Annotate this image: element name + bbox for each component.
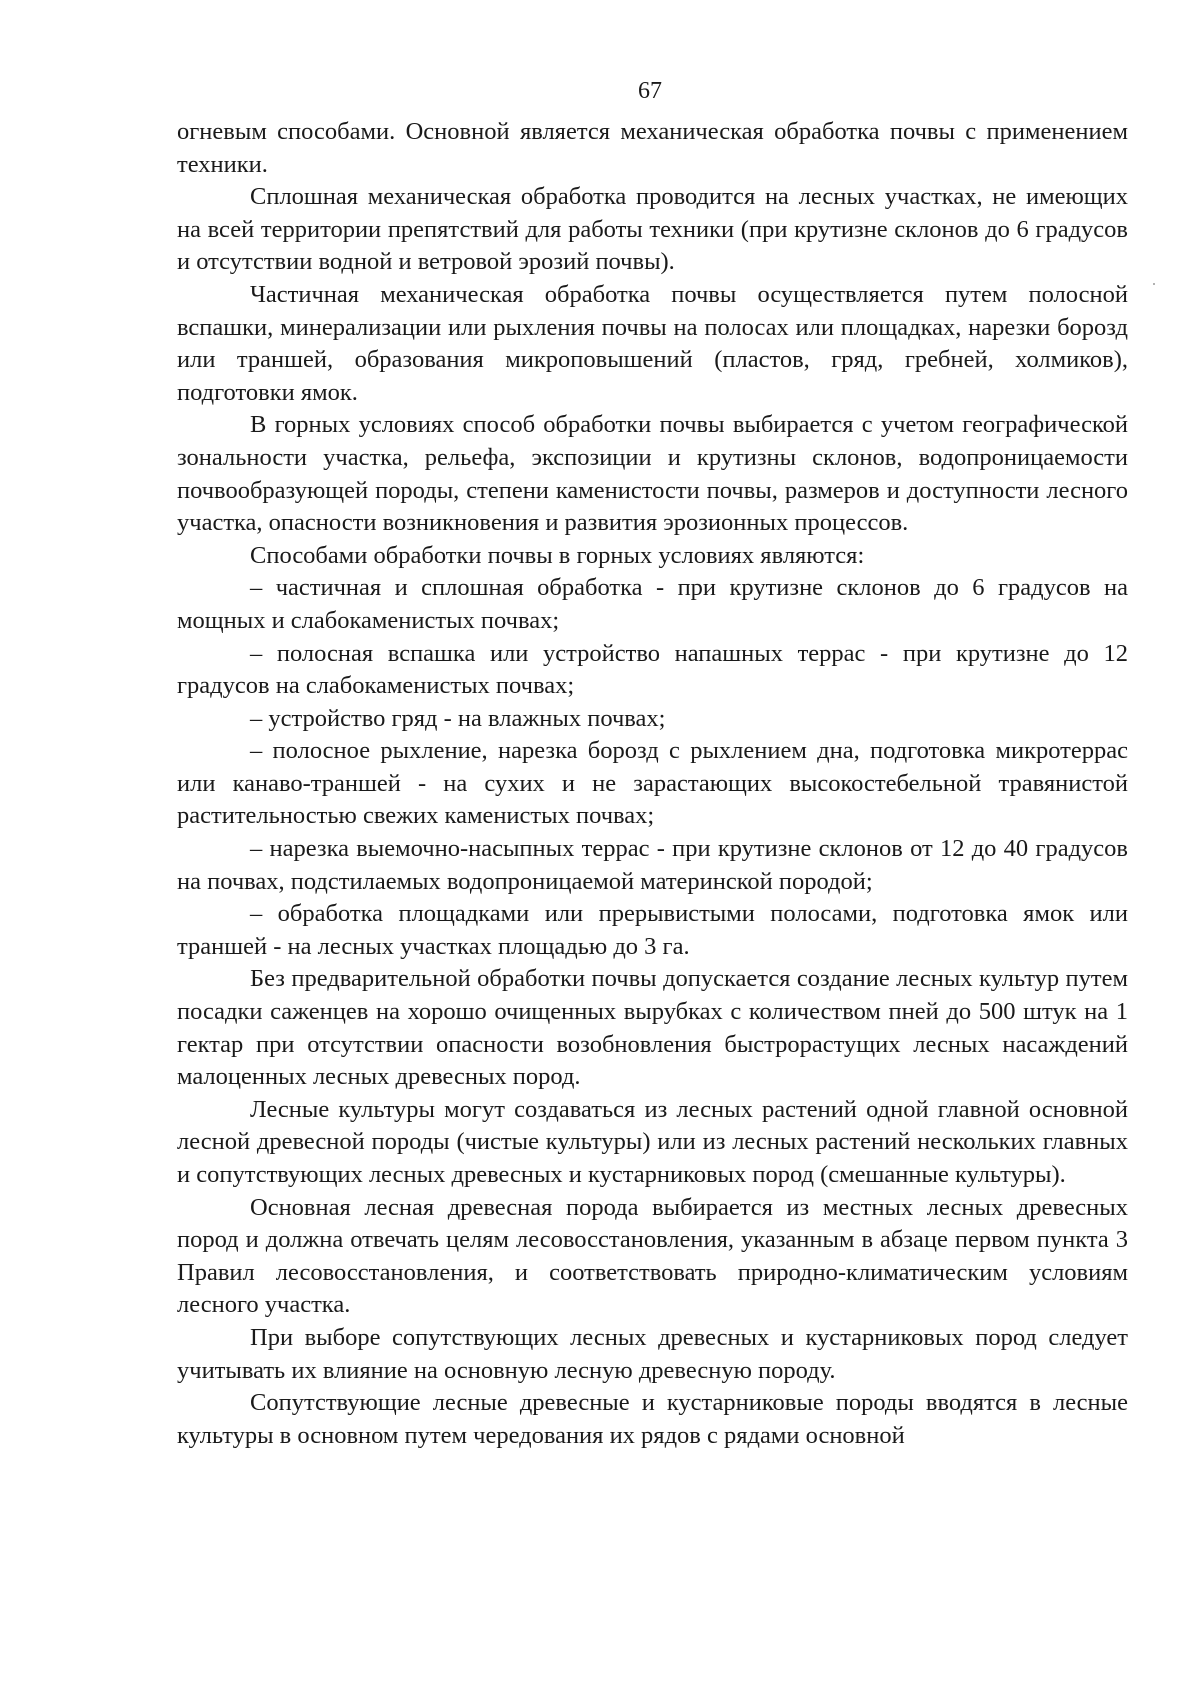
list-item: – обработка площадками или прерывистыми полосами, подготовка ямок или траншей - на лесных участках площадью до 3 га. [177, 900, 1128, 960]
list-item: – полосная вспашка или устройство напашных террас - при крутизне до 12 градусов на слабокаменистых почвах; [177, 639, 1128, 700]
paragraph: Без предварительной обработки почвы допускается создание лесных культур путем посадки саженцев на хорошо очищенных вырубках с количеством пней до 500 штук на 1 гектар при отсутствии опасности возобновления быстрорастущих лесных насаждений малоценных лесных древесных пород. [177, 965, 1128, 1091]
list-item: – полосное рыхление, нарезка борозд с рыхлением дна, подготовка микротеррас или канаво-траншей - на сухих и не зарастающих высокостебельной травянистой растительностью свежих каменистых почвах; [177, 737, 1128, 830]
paragraph: Сопутствующие лесные древесные и кустарниковые породы вводятся в лесные культуры в основном путем чередования их рядов с рядами основной [177, 1389, 1128, 1449]
list-item: – частичная и сплошная обработка - при крутизне склонов до 6 градусов на мощных и слабокаменистых почвах; [177, 574, 1128, 634]
paragraph-continuation: огневым способами. Основной является механическая обработка почвы с применением техники. [177, 118, 1128, 178]
paragraph: В горных условиях способ обработки почвы выбирается с учетом географической зональности участка, рельефа, экспозиции и крутизны склонов, водопроницаемости почвообразующей породы, степени каменистости почвы, размеров и доступности лесного участка, опасности возникновения и развития эрозионных процессов. [177, 411, 1128, 537]
list-item: – нарезка выемочно-насыпных террас - при крутизне склонов от 12 до 40 градусов на почвах, подстилаемых водопроницаемой материнской породой; [177, 835, 1128, 895]
paragraph: Лесные культуры могут создаваться из лесных растений одной главной основной лесной древесной породы (чистые культуры) или из лесных растений нескольких главных и сопутствующих лесных древесных и кустарниковых пород (смешанные культуры). [177, 1095, 1128, 1188]
paragraph: Основная лесная древесная порода выбирается из местных лесных древесных пород и должна отвечать целям лесовосстановления, указанным в абзаце первом пункта 3 Правил лесовосстановления, и соответствовать природно-климатическим условиям лесного участка. [177, 1193, 1128, 1319]
paragraph: Частичная механическая обработка почвы осуществляется путем полосной вспашки, минерализации или рыхления почвы на полосах или площадках, нарезки борозд или траншей, образования микроповышений (пластов, гряд, гребней, холмиков), подготовки ямок. [177, 280, 1128, 406]
paragraph: Способами обработки почвы в горных условиях являются: [250, 541, 865, 569]
paragraph: При выборе сопутствующих лесных древесных и кустарниковых пород следует учитывать их влияние на основную лесную древесную породу. [177, 1323, 1128, 1384]
list-item: – устройство гряд - на влажных почвах; [250, 704, 666, 732]
scan-speck [1153, 283, 1155, 285]
page-number: 67 [638, 78, 662, 104]
paragraph: Сплошная механическая обработка проводится на лесных участках, не имеющих на всей территории препятствий для работы техники (при крутизне склонов до 6 градусов и отсутствии водной и ветровой эрозий почвы). [177, 183, 1128, 276]
document-body [177, 116, 1128, 1452]
